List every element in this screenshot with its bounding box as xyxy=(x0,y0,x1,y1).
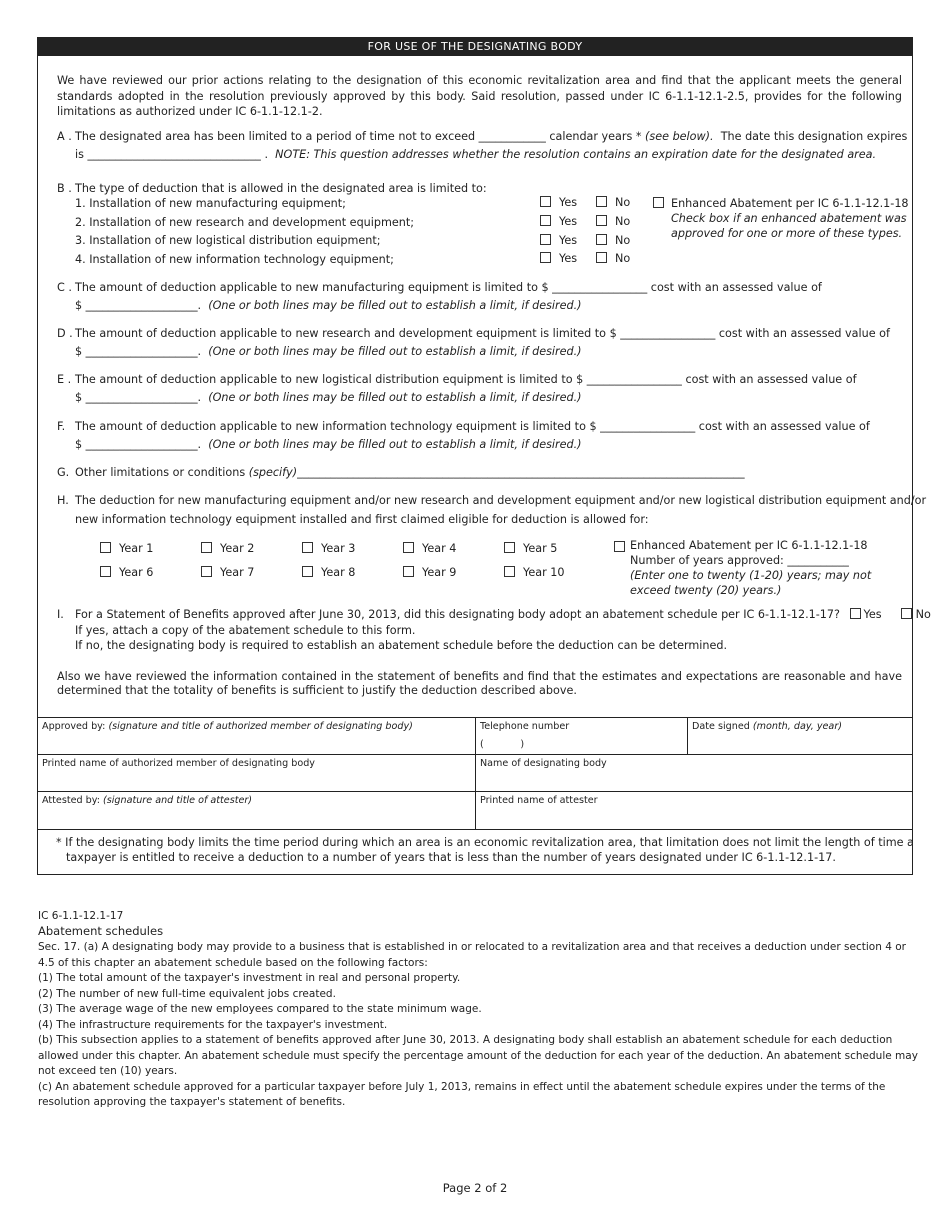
designating-body-name-field[interactable]: Name of designating body xyxy=(480,758,607,769)
no-label: No xyxy=(615,196,631,209)
b-item-4: 4. Installation of new information technology equipment; xyxy=(75,253,394,266)
year-label: Year 10 xyxy=(523,566,565,579)
law-line: (c) An abatement schedule approved for a particular taxpayer before July 1, 2013, remains in effect until the abatement schedule expires under the terms of the xyxy=(38,1080,886,1093)
b-enh-title: Enhanced Abatement per IC 6-1.1-12.1-18 xyxy=(671,197,909,210)
law-line: (1) The total amount of the taxpayer's investment in real and personal property. xyxy=(38,972,461,984)
year-4-option[interactable] xyxy=(403,541,456,557)
date-label: Date signed xyxy=(692,721,750,732)
checkbox-icon[interactable] xyxy=(504,542,515,553)
year-label: Year 5 xyxy=(523,542,558,555)
g-line xyxy=(75,465,745,481)
checkbox-icon[interactable] xyxy=(596,215,607,226)
footnote-line1: * If the designating body limits the time period during which an area is an economic revitalization area, that limitation does not limit the length of time a xyxy=(56,836,914,849)
b-enh-note2: approved for one or more of these types. xyxy=(671,227,903,240)
phone-paren: ( ) xyxy=(480,739,525,750)
checkbox-icon[interactable] xyxy=(504,566,515,577)
b2-yes[interactable] xyxy=(540,214,577,230)
year-label: Year 2 xyxy=(220,542,255,555)
e-line1: The amount of deduction applicable to new logistical distribution equipment is limited to $ _________________ cost with an assessed value of xyxy=(75,373,857,386)
form-header: FOR USE OF THE DESIGNATING BODY xyxy=(38,38,912,56)
checkbox-icon[interactable] xyxy=(540,234,551,245)
attested-label: Attested by: xyxy=(42,795,100,806)
i-no-label: No xyxy=(915,608,931,621)
year-label: Year 7 xyxy=(220,566,255,579)
g-label: G. xyxy=(57,466,70,479)
b4-yes[interactable] xyxy=(540,251,577,267)
checkbox-icon[interactable] xyxy=(596,234,607,245)
b1-no[interactable] xyxy=(596,195,630,211)
a-label: A . xyxy=(57,130,72,143)
year-8-option[interactable] xyxy=(302,565,355,581)
e-note: (One or both lines may be filled out to establish a limit, if desired.) xyxy=(208,391,582,404)
i-yes-label: Yes xyxy=(863,608,882,621)
year-2-option[interactable] xyxy=(201,541,254,557)
printed-member-field[interactable]: Printed name of authorized member of designating body xyxy=(42,758,315,769)
divider xyxy=(687,717,688,754)
attested-by-field[interactable] xyxy=(42,794,252,807)
e-line2 xyxy=(75,390,582,406)
date-note: (month, day, year) xyxy=(752,721,843,732)
i-label: I. xyxy=(57,608,64,621)
c-label: C . xyxy=(57,281,72,294)
i-line3: If no, the designating body is required to establish an abatement schedule before the deduction can be determined. xyxy=(75,639,728,652)
law-line: not exceed ten (10) years. xyxy=(38,1065,178,1077)
b-item-2: 2. Installation of new research and development equipment; xyxy=(75,216,414,229)
e-label: E . xyxy=(57,373,72,386)
year-5-option[interactable] xyxy=(504,541,557,557)
h-enhanced-checkbox[interactable] xyxy=(614,541,625,552)
year-label: Year 6 xyxy=(119,566,154,579)
b-enhanced-checkbox[interactable] xyxy=(653,197,664,208)
approved-note: (signature and title of authorized member of designating body) xyxy=(108,721,413,732)
page-number: Page 2 of 2 xyxy=(442,1181,508,1195)
a-note: NOTE: This question addresses whether the resolution contains an expiration date for the designated area. xyxy=(275,148,877,161)
checkbox-icon[interactable] xyxy=(540,215,551,226)
h-enh-title: Enhanced Abatement per IC 6-1.1-12.1-18 xyxy=(630,539,868,552)
date-signed-field[interactable] xyxy=(692,720,842,733)
yes-label: Yes xyxy=(559,196,578,209)
printed-attester-field[interactable]: Printed name of attester xyxy=(480,795,598,806)
i-no-checkbox[interactable] xyxy=(901,608,912,619)
checkbox-icon[interactable] xyxy=(403,542,414,553)
law-line: 4.5 of this chapter an abatement schedule based on the following factors: xyxy=(38,956,428,969)
c-note: (One or both lines may be filled out to establish a limit, if desired.) xyxy=(208,299,582,312)
f-note: (One or both lines may be filled out to establish a limit, if desired.) xyxy=(208,438,582,451)
checkbox-icon[interactable] xyxy=(302,566,313,577)
law-line: resolution approving the taxpayer's statement of benefits. xyxy=(38,1096,346,1108)
a-line2 xyxy=(75,147,876,163)
i-line2: If yes, attach a copy of the abatement schedule to this form. xyxy=(75,624,416,637)
footnote-line2: taxpayer is entitled to receive a deduction to a number of years that is less than the number of years designated under IC 6-1.1-12.1-17. xyxy=(66,851,836,864)
f-line1: The amount of deduction applicable to new information technology equipment is limited to $ _________________ cost with an assessed value of xyxy=(75,420,870,433)
closing-text: Also we have reviewed the information contained in the statement of benefits and find that the estimates and expectations are reasonable and have determined that the totality of benefits is sufficient to justify the deduction described above. xyxy=(57,670,902,697)
attested-note: (signature and title of attester) xyxy=(103,795,253,806)
no-label: No xyxy=(615,234,631,247)
c-line1: The amount of deduction applicable to new manufacturing equipment is limited to $ _________________ cost with an assessed value of xyxy=(75,281,822,294)
year-7-option[interactable] xyxy=(201,565,254,581)
d-line2 xyxy=(75,344,582,360)
b3-yes[interactable] xyxy=(540,233,577,249)
year-3-option[interactable] xyxy=(302,541,355,557)
year-6-option[interactable] xyxy=(100,565,153,581)
a-expire-date-field[interactable]: is _______________________________ . xyxy=(75,148,269,161)
divider xyxy=(475,717,476,829)
h-enh-years-field[interactable]: Number of years approved: ___________ xyxy=(630,554,849,567)
checkbox-icon[interactable] xyxy=(540,196,551,207)
checkbox-icon[interactable] xyxy=(100,542,111,553)
b1-yes[interactable] xyxy=(540,195,577,211)
d-note: (One or both lines may be filled out to establish a limit, if desired.) xyxy=(208,345,582,358)
checkbox-icon[interactable] xyxy=(201,542,212,553)
g-text: Other limitations or conditions xyxy=(75,466,246,479)
h-enh-note2: exceed twenty (20) years.) xyxy=(630,584,782,597)
b-item-1: 1. Installation of new manufacturing equipment; xyxy=(75,197,346,210)
checkbox-icon[interactable] xyxy=(100,566,111,577)
d-line1: The amount of deduction applicable to new research and development equipment is limited to $ _________________ cost with an assessed value of xyxy=(75,327,890,340)
b-title: The type of deduction that is allowed in the designated area is limited to: xyxy=(75,182,487,195)
yes-label: Yes xyxy=(559,234,578,247)
i-line1 xyxy=(75,607,931,623)
g-specify: (specify) xyxy=(248,466,298,479)
b4-no[interactable] xyxy=(596,251,630,267)
law-line: (b) This subsection applies to a statement of benefits approved after June 30, 2013. A designating body shall establish an abatement schedule for each deduction xyxy=(38,1034,893,1046)
i-yes-checkbox[interactable] xyxy=(850,608,861,619)
yes-label: Yes xyxy=(559,252,578,265)
designating-body-form xyxy=(37,37,931,875)
year-label: Year 8 xyxy=(321,566,356,579)
b-enh-note1: Check box if an enhanced abatement was xyxy=(671,212,907,225)
approved-by-field[interactable] xyxy=(42,720,413,733)
approved-label: Approved by: xyxy=(42,721,106,732)
b-label: B . xyxy=(57,182,72,195)
divider xyxy=(38,829,912,830)
law-line: (2) The number of new full-time equivalent jobs created. xyxy=(38,987,336,1000)
a-line1 xyxy=(75,129,907,145)
b3-no[interactable] xyxy=(596,233,630,249)
law-cite: IC 6-1.1-12.1-17 xyxy=(38,910,124,922)
b2-no[interactable] xyxy=(596,214,630,230)
yes-label: Yes xyxy=(559,215,578,228)
b-item-3: 3. Installation of new logistical distribution equipment; xyxy=(75,234,381,247)
checkbox-icon[interactable] xyxy=(201,566,212,577)
i-question: For a Statement of Benefits approved after June 30, 2013, did this designating body adopt an abatement schedule per IC 6-1.1-12.1-17? xyxy=(75,608,840,621)
year-1-option[interactable] xyxy=(100,541,153,557)
no-label: No xyxy=(615,252,631,265)
checkbox-icon[interactable] xyxy=(540,252,551,263)
checkbox-icon[interactable] xyxy=(403,566,414,577)
d-assessed-field[interactable]: $ ____________________. xyxy=(75,345,202,358)
h-line2: new information technology equipment installed and first claimed eligible for deduction is allowed for: xyxy=(75,513,649,526)
law-title: Abatement schedules xyxy=(38,924,164,938)
g-field[interactable]: ________________________________________________________________________________ xyxy=(297,466,745,479)
c-line2 xyxy=(75,298,582,314)
h-enh-note1: (Enter one to twenty (1-20) years; may not xyxy=(630,569,872,582)
c-assessed-field[interactable]: $ ____________________. xyxy=(75,299,202,312)
year-label: Year 1 xyxy=(119,542,154,555)
d-label: D . xyxy=(57,327,73,340)
f-label: F. xyxy=(57,420,66,433)
phone-label: Telephone number xyxy=(480,721,570,732)
telephone-field[interactable] xyxy=(480,720,569,733)
f-assessed-field[interactable]: $ ____________________. xyxy=(75,438,202,451)
year-label: Year 4 xyxy=(422,542,457,555)
law-line: allowed under this chapter. An abatement schedule must specify the percentage amount of the deduction for each year of the deduction. An abatement schedule may xyxy=(38,1049,918,1062)
no-label: No xyxy=(615,215,631,228)
law-line: (4) The infrastructure requirements for the taxpayer's investment. xyxy=(38,1018,388,1031)
h-label: H. xyxy=(57,494,69,507)
a-expires-text: The date this designation expires xyxy=(720,130,908,143)
year-label: Year 3 xyxy=(321,542,356,555)
intro-text: We have reviewed our prior actions relating to the designation of this economic revitalization area and find that the applicant meets the general standards adopted in the resolution previously approved by this body. Said resolution, passed under IC 6-1.1-12.1-2.5, provides for the following limitations as authorized under IC 6-1.1-12.1-2. xyxy=(57,74,902,118)
a-line1-text: The designated area has been limited to a period of time not to exceed ____________ calendar years xyxy=(75,130,633,143)
h-line1: The deduction for new manufacturing equipment and/or new research and development equipment and/or new logistical distribution equipment and/or xyxy=(75,494,927,507)
checkbox-icon[interactable] xyxy=(302,542,313,553)
year-10-option[interactable] xyxy=(504,565,564,581)
f-line2 xyxy=(75,437,582,453)
law-line: Sec. 17. (a) A designating body may provide to a business that is established in or relocated to a revitalization area and that receives a deduction under section 4 or xyxy=(38,941,906,953)
year-label: Year 9 xyxy=(422,566,457,579)
checkbox-icon[interactable] xyxy=(596,196,607,207)
checkbox-icon[interactable] xyxy=(596,252,607,263)
e-assessed-field[interactable]: $ ____________________. xyxy=(75,391,202,404)
law-line: (3) The average wage of the new employees compared to the state minimum wage. xyxy=(38,1003,482,1015)
year-9-option[interactable] xyxy=(403,565,456,581)
a-star-note: * (see below). xyxy=(635,130,714,143)
